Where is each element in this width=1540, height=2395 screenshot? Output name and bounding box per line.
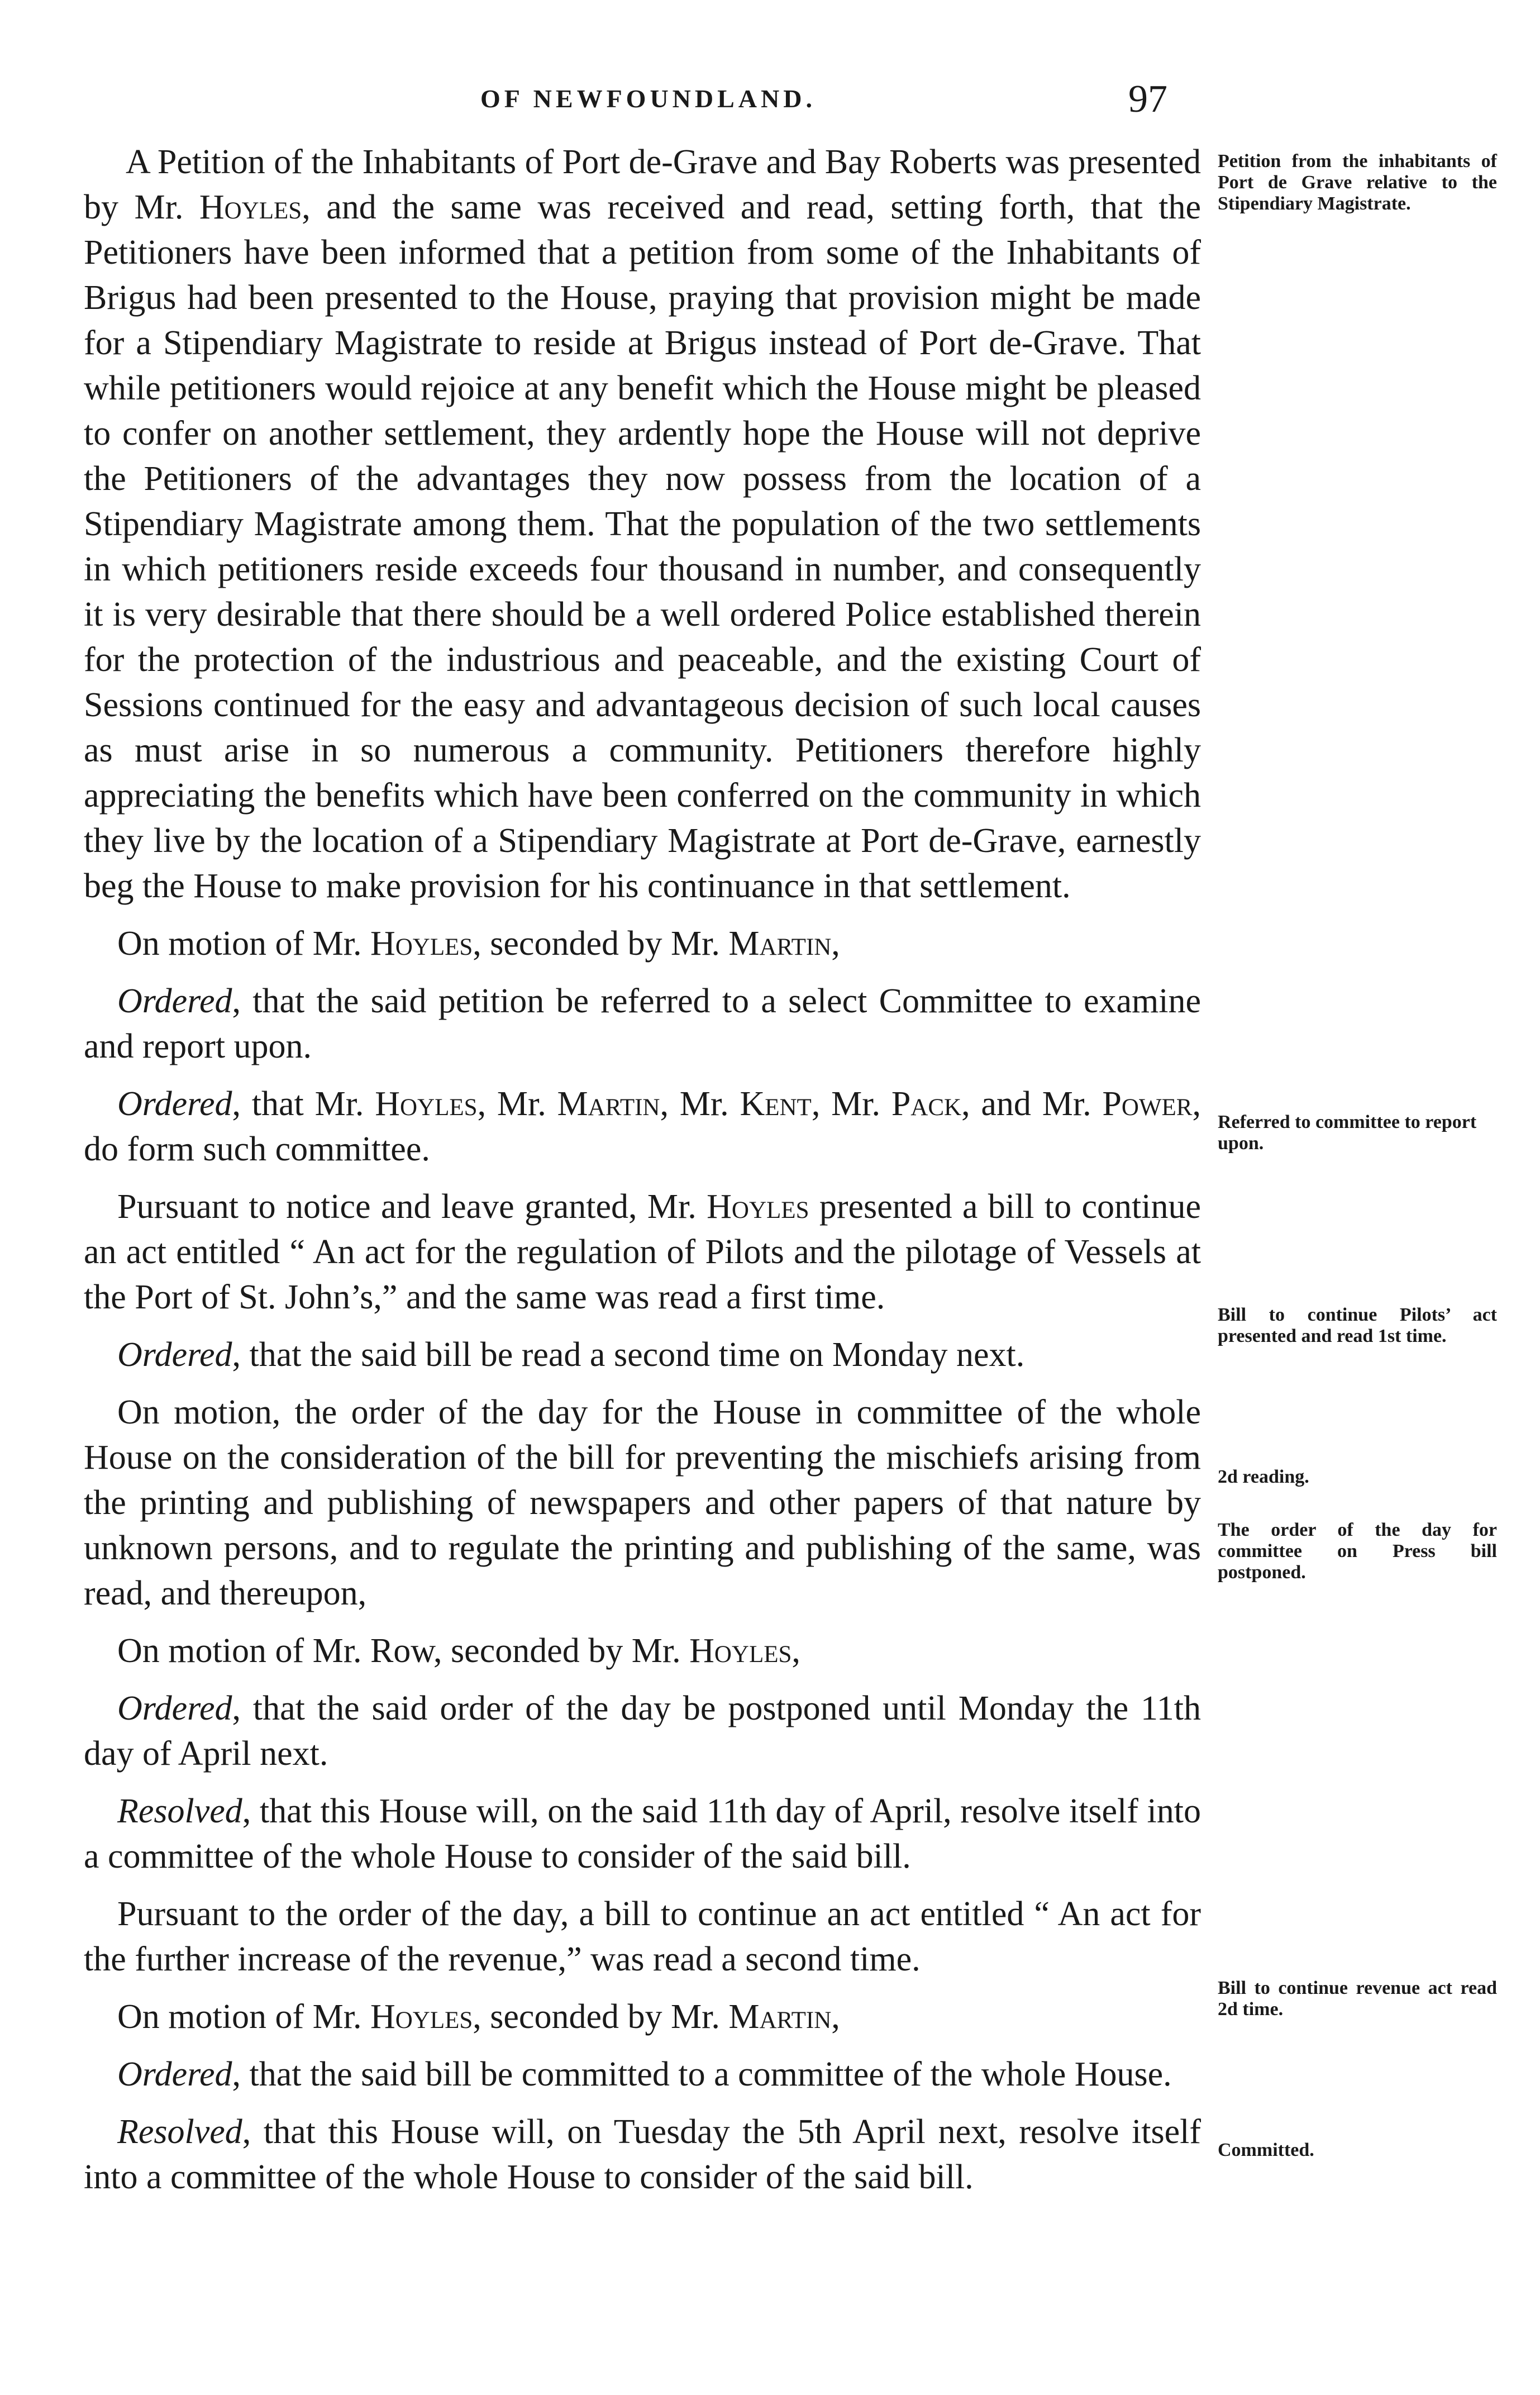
- margin-note-revenue-bill: Bill to continue revenue act read 2d time.: [1218, 1978, 1497, 2020]
- paragraph-resolved-tuesday: [84, 2110, 1201, 2200]
- text-run: , that the said petition be referred to a select Committee to examine and report upon.: [84, 982, 1201, 1065]
- text-run: On motion of Mr.: [117, 1998, 370, 2036]
- text-run: , and the same was received and read, setting forth, that the Petitioners have been informed that a petition from some of the Inhabitants of Brigus had been presented to the House, praying that provision might be made for a Stipendiary Magistrate to reside at Brigus instead of Port de-Grave. That while petitioners would rejoice at any benefit which the House might be pleased to confer on another settlement, they ardently hope the House will not deprive the Petitioners of the advantages they now possess from the location of a Stipendiary Magistrate among them. That the population of the two settlements in which petitioners reside exceeds four thousand in number, and consequently it is very desirable that there should be a well ordered Police established therein for the protection of the industrious and peaceable, and the existing Court of Sessions continued for the easy and advantageous decision of such local causes as must arise in so numerous a community. Petitioners therefore highly appreciating the benefits which have been conferred on the community in which they live by the location of a Stipendiary Magistrate at Port de-Grave, earnestly beg the House to make provision for his continuance in that settlement.: [84, 188, 1201, 905]
- paragraph-ordered-postpone: [84, 1686, 1201, 1777]
- text-run: , that this House will, on Tuesday the 5th April next, resolve itself into a committee of the whole House to consider of the said bill.: [84, 2113, 1201, 2196]
- running-title: OF NEWFOUNDLAND.: [480, 84, 816, 113]
- margin-note-second-reading: 2d reading.: [1218, 1466, 1309, 1487]
- margin-note-petition: Petition from the inhabitants of Port de Grave relative to the Stipendiary Magistrate.: [1218, 151, 1497, 214]
- member-name: Hoyles: [199, 188, 302, 226]
- paragraph-ordered-committed: [84, 2052, 1201, 2097]
- member-name: Hoyles: [707, 1188, 809, 1226]
- paragraph-order-of-day: [84, 1390, 1201, 1616]
- member-name: Hoyles: [689, 1632, 792, 1670]
- paragraph-motion: [84, 921, 1201, 966]
- paragraph-motion-row: [84, 1629, 1201, 1674]
- page-number: 97: [1128, 78, 1167, 121]
- paragraph-pilots-bill: [84, 1184, 1201, 1320]
- text-run: , do form such committee.: [84, 1085, 1201, 1168]
- margin-note-pilots-bill: Bill to continue Pilots’ act presented and read 1st time.: [1218, 1304, 1497, 1346]
- member-name: Hoyles: [375, 1085, 478, 1123]
- margin-note-press-bill: The order of the day for committee on Press bill postponed.: [1218, 1520, 1497, 1583]
- ordered-label: Ordered: [117, 1689, 232, 1727]
- text-run: ,: [831, 1998, 840, 2036]
- text-run: , that Mr.: [232, 1085, 375, 1123]
- text-run: , and Mr.: [961, 1085, 1103, 1123]
- text-run: presented a bill to continue an act entitled “ An act for the regulation of Pilots and the pilotage of Vessels at the Port of St. John’s,” and the same was read a first time.: [84, 1188, 1201, 1316]
- paragraph-ordered-second-reading: [84, 1332, 1201, 1378]
- resolved-label: Resolved: [117, 1792, 242, 1830]
- text-run: A Petition of the Inhabitants of Port de-Grave and Bay Roberts was presented by Mr.: [84, 143, 1201, 226]
- page-header: [0, 78, 1540, 128]
- text-run: , that this House will, on the said 11th day of April, resolve itself into a committee of the whole House to consider of the said bill.: [84, 1792, 1201, 1875]
- text-run: , Mr.: [477, 1085, 557, 1123]
- text-run: , Mr.: [811, 1085, 891, 1123]
- text-run: , Mr.: [660, 1085, 740, 1123]
- member-name: Power: [1102, 1085, 1193, 1123]
- text-run: , that the said bill be read a second time on Monday next.: [232, 1336, 1025, 1374]
- text-run: On motion of Mr.: [117, 925, 370, 963]
- member-name: Kent: [740, 1085, 812, 1123]
- member-name: Pack: [891, 1085, 962, 1123]
- ordered-label: Ordered: [117, 2055, 232, 2093]
- margin-note-referred: Referred to committee to report upon.: [1218, 1112, 1477, 1154]
- margin-note-committed: Committed.: [1218, 2140, 1314, 2160]
- member-name: Hoyles: [370, 925, 473, 963]
- paragraph-revenue-bill: [84, 1892, 1201, 1982]
- text-run: , that the said bill be committed to a committee of the whole House.: [232, 2055, 1172, 2093]
- text-run: , that the said order of the day be postponed until Monday the 11th day of April next.: [84, 1689, 1201, 1773]
- ordered-label: Ordered: [117, 1085, 232, 1123]
- paragraph-motion-hoyles: [84, 1994, 1201, 2040]
- text-run: On motion of Mr. Row, seconded by Mr.: [117, 1632, 690, 1670]
- ordered-label: Ordered: [117, 1336, 232, 1374]
- text-run: , seconded by Mr.: [473, 925, 729, 963]
- member-name: Martin: [728, 1998, 832, 2036]
- member-name: Martin: [728, 925, 832, 963]
- resolved-label: Resolved: [117, 2113, 242, 2151]
- main-text: [84, 140, 1201, 2212]
- text-run: ,: [831, 925, 840, 963]
- paragraph-petition: [84, 140, 1201, 909]
- text-run: Pursuant to notice and leave granted, Mr.: [117, 1188, 707, 1226]
- member-name: Hoyles: [370, 1998, 473, 2036]
- paragraph-resolved-april: [84, 1789, 1201, 1879]
- paragraph-ordered-refer: [84, 979, 1201, 1069]
- ordered-label: Ordered: [117, 982, 232, 1020]
- paragraph-ordered-committee: [84, 1082, 1201, 1172]
- member-name: Martin: [557, 1085, 660, 1123]
- text-run: Pursuant to the order of the day, a bill to continue an act entitled “ An act for the further increase of the revenue,” was read a second time.: [84, 1895, 1201, 1978]
- text-run: On motion, the order of the day for the House in committee of the whole House on the consideration of the bill for preventing the mischiefs arising from the printing and publishing of newspapers and other papers of that nature by unknown persons, and to regulate the printing and publishing of the same, was read, and thereupon,: [84, 1393, 1201, 1612]
- text-run: ,: [792, 1632, 800, 1670]
- text-run: , seconded by Mr.: [473, 1998, 729, 2036]
